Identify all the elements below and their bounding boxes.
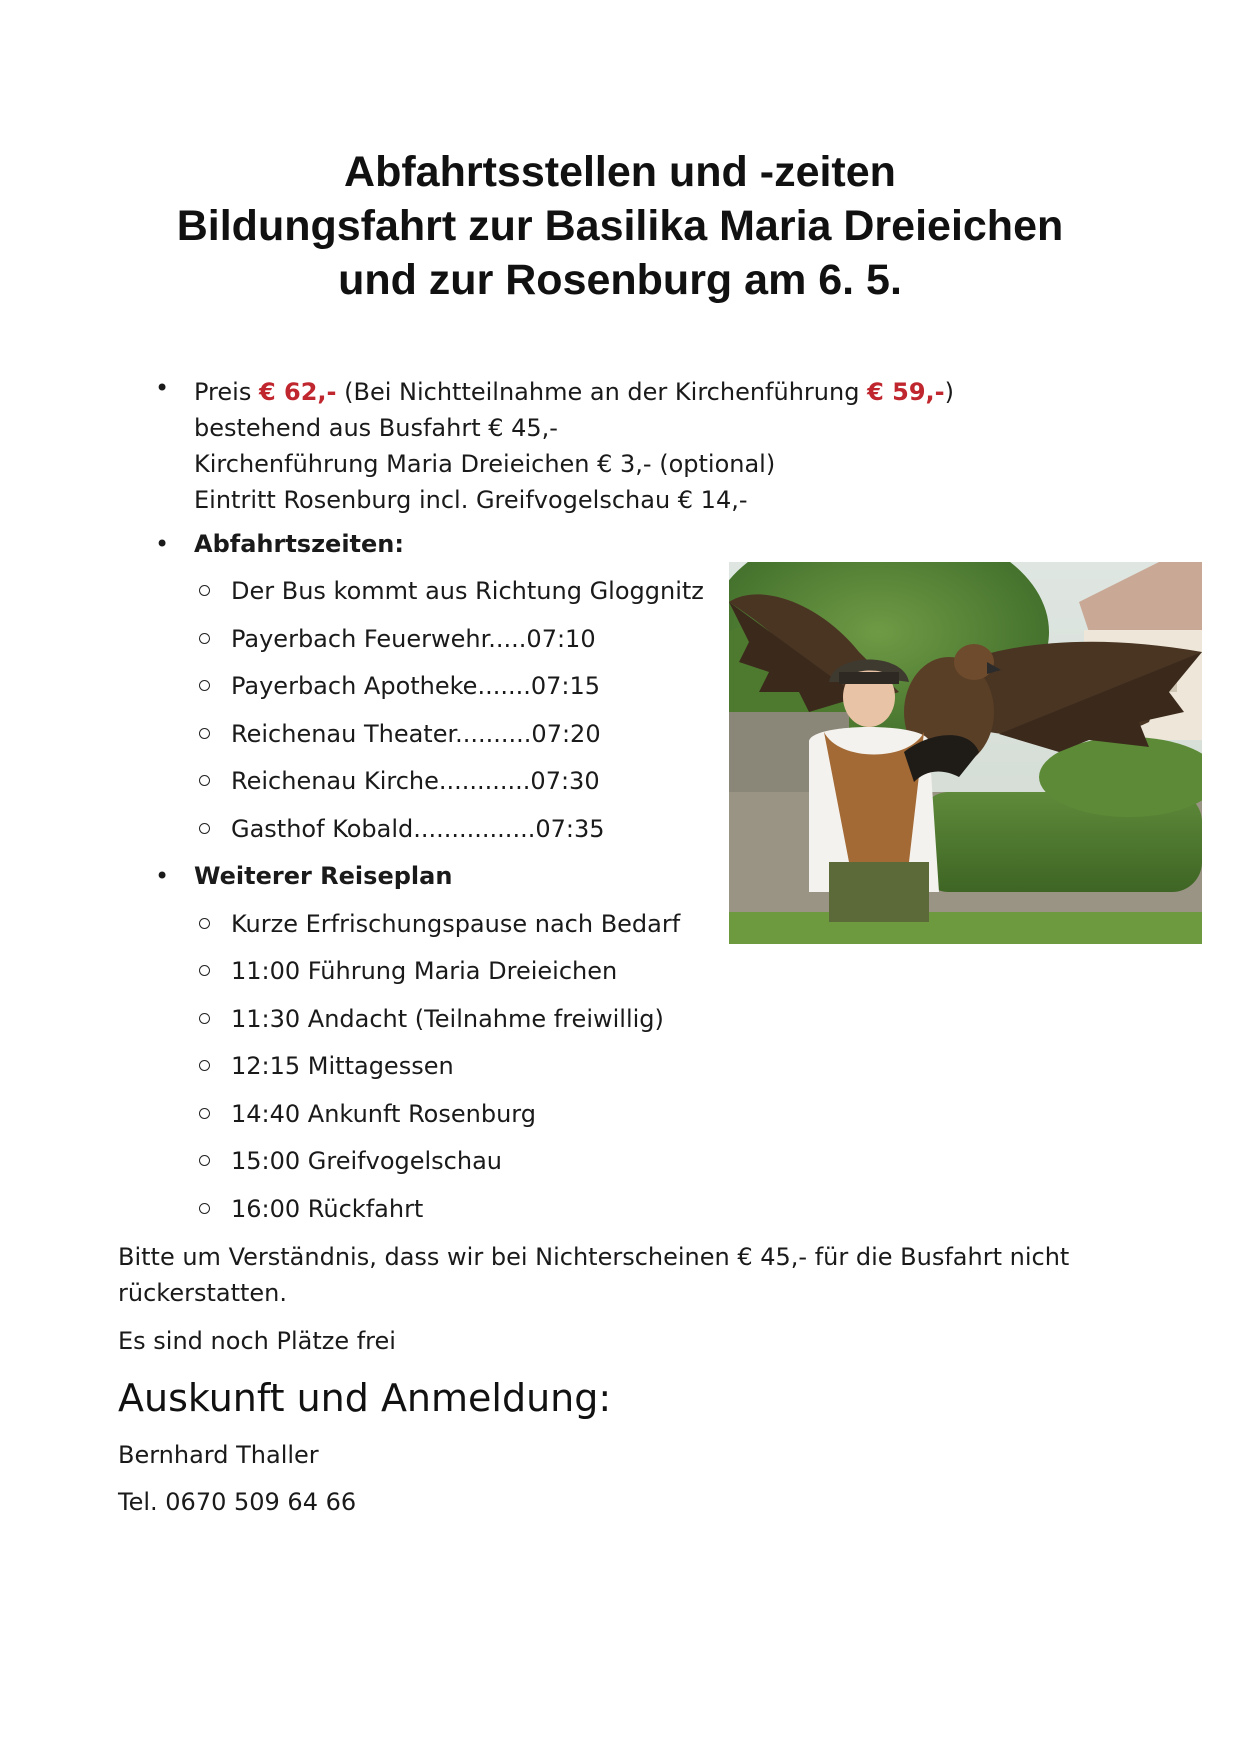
itinerary-heading: Weiterer Reiseplan xyxy=(194,862,453,890)
contact-heading: Auskunft und Anmeldung: xyxy=(118,1376,612,1420)
falconer-with-eagle-photo xyxy=(729,562,1202,944)
circle-bullet-icon xyxy=(199,965,210,976)
seats-available: Es sind noch Plätze frei xyxy=(118,1327,396,1355)
title-line-1: Abfahrtsstellen und -zeiten xyxy=(344,148,896,196)
circle-bullet-icon xyxy=(199,680,210,691)
price-amount: € 62,- xyxy=(258,378,337,406)
price-middle: (Bei Nichtteilnahme an der Kirchenführung xyxy=(336,378,868,406)
circle-bullet-icon xyxy=(199,1203,210,1214)
circle-bullet-icon xyxy=(199,918,210,929)
contact-name: Bernhard Thaller xyxy=(118,1441,319,1469)
title-line-2: Bildungsfahrt zur Basilika Maria Dreieichen xyxy=(176,202,1064,250)
price-suffix: ) xyxy=(944,378,954,406)
circle-bullet-icon xyxy=(199,633,210,644)
circle-bullet-icon xyxy=(199,1108,210,1119)
departures-heading: Abfahrtszeiten: xyxy=(194,530,404,558)
notice-line-1: Bitte um Verständnis, dass wir bei Nichterscheinen € 45,- für die Busfahrt nicht xyxy=(118,1243,1070,1271)
circle-bullet-icon xyxy=(199,823,210,834)
bullet-icon: • xyxy=(155,374,170,402)
price-line: bestehend aus Busfahrt € 45,- xyxy=(194,414,558,442)
title-line-3: und zur Rosenburg am 6. 5. xyxy=(338,256,902,304)
bullet-icon: • xyxy=(155,530,170,558)
notice-line-2: rückerstatten. xyxy=(118,1279,287,1307)
circle-bullet-icon xyxy=(199,775,210,786)
price-line: Kirchenführung Maria Dreieichen € 3,- (optional) xyxy=(194,450,776,478)
price-alt-amount: € 59,- xyxy=(867,378,945,406)
contact-phone: Tel. 0670 509 64 66 xyxy=(118,1488,357,1516)
price-line: Eintritt Rosenburg incl. Greifvogelschau € 14,- xyxy=(194,486,748,514)
bullet-icon: • xyxy=(155,862,170,890)
circle-bullet-icon xyxy=(199,585,210,596)
circle-bullet-icon xyxy=(199,1060,210,1071)
circle-bullet-icon xyxy=(199,728,210,739)
price-prefix: Preis xyxy=(194,378,259,406)
price-block xyxy=(194,374,954,518)
circle-bullet-icon xyxy=(199,1013,210,1024)
circle-bullet-icon xyxy=(199,1155,210,1166)
page-title xyxy=(0,145,1240,307)
